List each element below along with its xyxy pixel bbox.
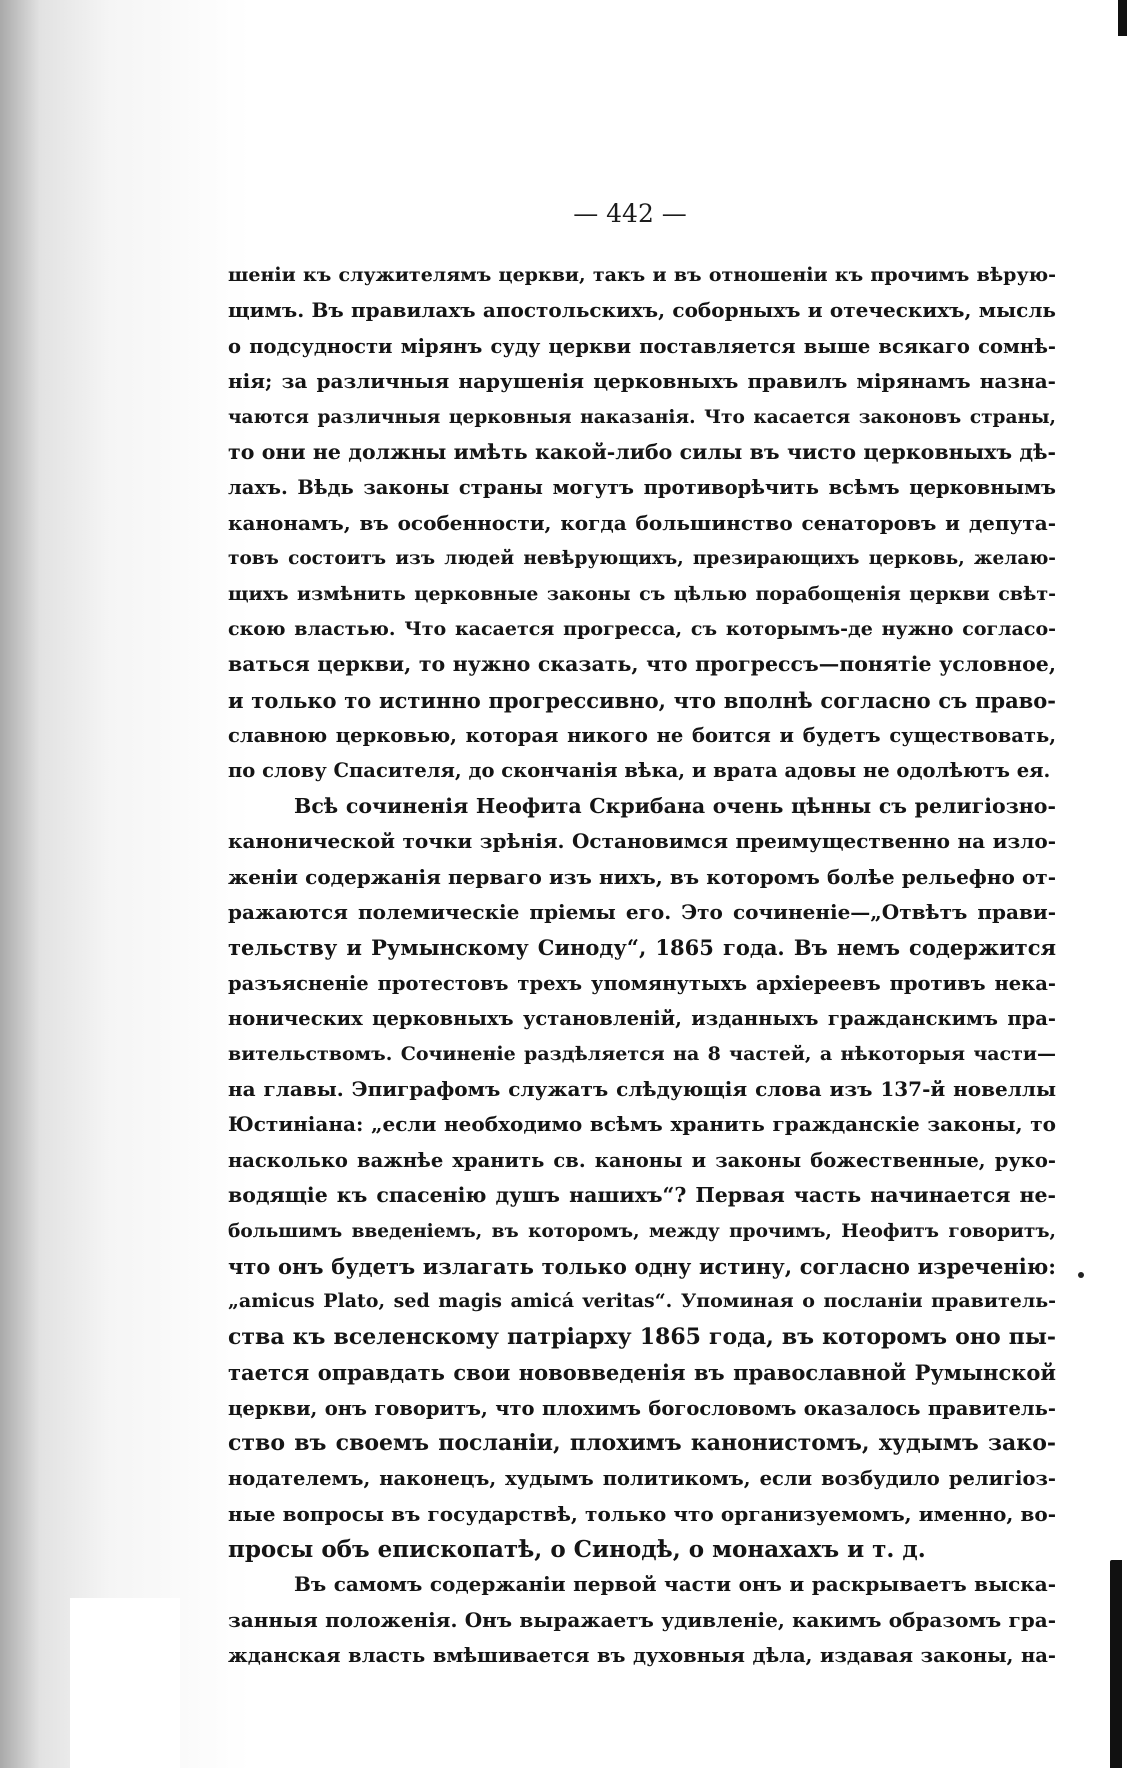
text-line: „amicus Plato, sed magis amicá veritas“. Упоминая о посланiи правитель- <box>228 1290 1056 1313</box>
text-line: товъ состоитъ изъ людей невѣрующихъ, презирающихъ церковь, желаю- <box>228 548 1056 570</box>
body-text <box>228 258 1056 1674</box>
text-line: вительствомъ. Сочиненiе раздѣляется на 8 частей, а нѣкоторыя части— <box>228 1042 1056 1065</box>
text-line: ваться церкви, то нужно сказать, что прогрессъ—понятiе условное, <box>228 652 1056 677</box>
text-line: ражаются полемическiе прiемы его. Это сочиненiе—„Отвѣтъ прави- <box>228 900 1056 925</box>
margin-ink-dot <box>1078 1272 1084 1278</box>
text-line: щимъ. Въ правилахъ апостольскихъ, соборныхъ и отеческихъ, мысль <box>228 298 1056 323</box>
text-line: просы объ епископатѣ, о Синодѣ, о монахахъ и т. д. <box>228 1536 926 1564</box>
text-line: щихъ измѣнить церковные законы съ цѣлью порабощенiя церкви свѣт- <box>228 582 1056 605</box>
text-line: церкви, онъ говоритъ, что плохимъ богословомъ оказалось правитель- <box>228 1396 1056 1420</box>
text-line: шенiи къ служителямъ церкви, такъ и въ отношенiи къ прочимъ вѣрую- <box>228 264 1056 286</box>
text-line: ства къ вселенскому патрiарху 1865 года, въ которомъ оно пы- <box>228 1323 1056 1350</box>
text-line: тельству и Румынскому Синоду“, 1865 года. Въ немъ содержится <box>228 935 1056 961</box>
scan-light-patch <box>70 1598 180 1768</box>
text-line: на главы. Эпиграфомъ служатъ слѣдующiя слова изъ 137-й новеллы <box>228 1076 1056 1101</box>
text-line: насколько важнѣе хранить св. каноны и законы божественные, руко- <box>228 1148 1056 1172</box>
text-line: скою властью. Что касается прогресса, съ которымъ-де нужно согласо- <box>228 617 1056 640</box>
text-line: канонамъ, въ особенности, когда большинство сенаторовъ и депута- <box>228 510 1056 535</box>
text-line: о подсудности мiрянъ суду церкви поставляется выше всякаго сомнѣ- <box>228 334 1056 358</box>
text-line: и только то истинно прогрессивно, что вполнѣ согласно съ право- <box>228 687 1056 713</box>
text-line: Юстинiана: „если необходимо всѣмъ хранить гражданскiе законы, то <box>228 1112 1056 1137</box>
page-number: — 442 — <box>573 199 687 228</box>
text-line: по слову Спасителя, до скончанiя вѣка, и врата адовы не одолѣютъ ея. <box>228 759 1051 783</box>
text-line: тается оправдать свои нововведенiя въ православной Румынской <box>228 1360 1056 1386</box>
text-line: канонической точки зрѣнiя. Остановимся преимущественно на изло- <box>228 829 1056 854</box>
text-line: ные вопросы въ государствѣ, только что организуемомъ, именно, во- <box>228 1501 1056 1526</box>
text-line: чаются различныя церковныя наказанiя. Что касается законовъ страны, <box>228 406 1056 428</box>
text-line: разъясненiе протестовъ трехъ упомянутыхъ архiереевъ противъ нека- <box>228 971 1056 995</box>
text-line: Въ самомъ содержанiи первой части онъ и раскрываетъ выска- <box>294 1572 1056 1597</box>
text-line: славною церковью, которая никого не боится и будетъ существовать, <box>228 724 1056 748</box>
scan-shadow-left <box>0 0 250 1768</box>
text-line: нiя; за различныя нарушенiя церковныхъ правилъ мiрянамъ назна- <box>228 369 1056 394</box>
text-line: Всѣ сочиненiя Неофита Скрибана очень цѣнны съ религiозно- <box>294 793 1056 818</box>
text-line: жданская власть вмѣшивается въ духовныя дѣла, издавая законы, на- <box>228 1644 1056 1668</box>
text-line: большимъ введенiемъ, въ которомъ, между прочимъ, Неофитъ говоритъ, <box>228 1220 1056 1242</box>
text-line: что онъ будетъ излагать только одну истину, согласно изреченiю: <box>228 1253 1056 1279</box>
scan-binding-mark-top <box>1118 0 1127 36</box>
text-line: женiи содержанiя перваго изъ нихъ, въ которомъ болѣе рельефно от- <box>228 864 1056 889</box>
text-line: водящiе къ спасенiю душъ нашихъ“? Первая часть начинается не- <box>228 1183 1056 1208</box>
text-line: занныя положенiя. Онъ выражаетъ удивленiе, какимъ образомъ гра- <box>228 1607 1056 1632</box>
text-line: лахъ. Вѣдь законы страны могутъ противорѣчить всѣмъ церковнымъ <box>228 476 1056 500</box>
text-line: нодателемъ, наконецъ, худымъ политикомъ, если возбудило религiоз- <box>228 1467 1056 1491</box>
text-line: ство въ своемъ посланiи, плохимъ канонистомъ, худымъ зако- <box>228 1429 1056 1456</box>
text-line: то они не должны имѣть какой-либо силы въ чисто церковныхъ дѣ- <box>228 439 1056 464</box>
text-line: нонических церковныхъ установленiй, изданныхъ гражданскимъ пра- <box>228 1007 1056 1031</box>
scan-binding-mark-bottom <box>1110 1560 1122 1768</box>
